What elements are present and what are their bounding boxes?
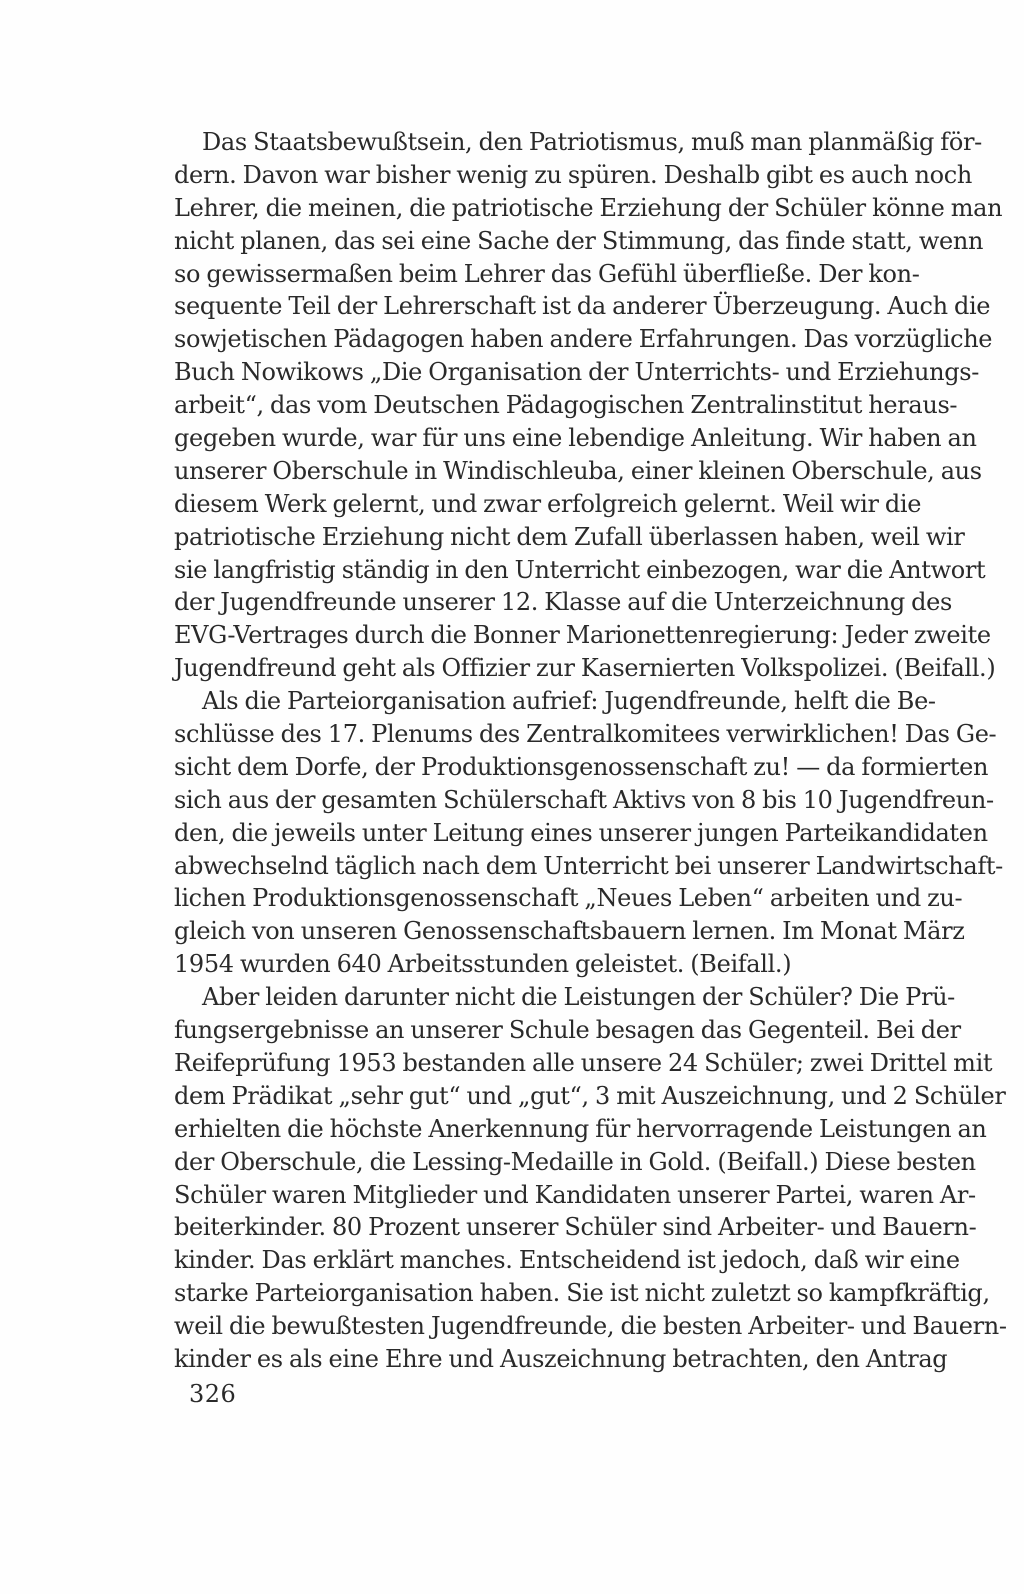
text-line: den, die jeweils unter Leitung eines unserer jungen Parteikandidaten <box>174 818 988 847</box>
text-line: 1954 wurden 640 Arbeitsstunden geleistet. (Beifall.) <box>174 950 792 979</box>
text-line: Jugendfreund geht als Offizier zur Kasernierten Volkspolizei. (Beifall.) <box>174 654 996 683</box>
text-line: EVG-Vertrages durch die Bonner Marionettenregierung: Jeder zweite <box>174 621 991 650</box>
text-line: lichen Produktionsgenossenschaft „Neues Leben“ arbeiten und zu- <box>174 884 963 913</box>
text-line: weil die bewußtesten Jugendfreunde, die besten Arbeiter- und Bauern- <box>174 1312 1007 1341</box>
text-line: unserer Oberschule in Windischleuba, einer kleinen Oberschule, aus <box>174 456 982 485</box>
text-line: beiterkinder. 80 Prozent unserer Schüler sind Arbeiter- und Bauern- <box>174 1213 977 1242</box>
text-line: Reifeprüfung 1953 bestanden alle unsere 24 Schüler; zwei Drittel mit <box>174 1048 993 1077</box>
text-line: nicht planen, das sei eine Sache der Stimmung, das finde statt, wenn <box>174 226 984 255</box>
text-line: Lehrer, die meinen, die patriotische Erziehung der Schüler könne man <box>174 193 1003 222</box>
text-line: sowjetischen Pädagogen haben andere Erfahrungen. Das vorzügliche <box>174 325 993 354</box>
text-line: der Jugendfreunde unserer 12. Klasse auf die Unterzeichnung des <box>174 588 952 617</box>
text-line: kinder. Das erklärt manches. Entscheidend ist jedoch, daß wir eine <box>174 1246 960 1275</box>
body-text <box>174 126 1007 1376</box>
text-line: kinder es als eine Ehre und Auszeichnung betrachten, den Antrag <box>174 1344 948 1373</box>
text-line: schlüsse des 17. Plenums des Zentralkomitees verwirklichen! Das Ge- <box>174 720 997 749</box>
text-line: patriotische Erziehung nicht dem Zufall überlassen haben, weil wir <box>174 522 965 551</box>
text-line: diesem Werk gelernt, und zwar erfolgreich gelernt. Weil wir die <box>174 489 922 518</box>
text-line: fungsergebnisse an unserer Schule besagen das Gegenteil. Bei der <box>174 1016 961 1045</box>
page-number: 326 <box>189 1380 237 1408</box>
text-line: starke Parteiorganisation haben. Sie ist nicht zuletzt so kampfkräftig, <box>174 1279 990 1308</box>
text-line: dern. Davon war bisher wenig zu spüren. Deshalb gibt es auch noch <box>174 160 972 189</box>
text-line: gegeben wurde, war für uns eine lebendige Anleitung. Wir haben an <box>174 424 977 453</box>
text-line: der Oberschule, die Lessing-Medaille in Gold. (Beifall.) Diese besten <box>174 1147 976 1176</box>
text-line: gleich von unseren Genossenschaftsbauern lernen. Im Monat März <box>174 917 965 946</box>
text-line: Buch Nowikows „Die Organisation der Unterrichts- und Erziehungs- <box>174 358 979 387</box>
text-line: abwechselnd täglich nach dem Unterricht bei unserer Landwirtschaft- <box>174 851 1003 880</box>
text-line: sie langfristig ständig in den Unterricht einbezogen, war die Antwort <box>174 555 986 584</box>
text-line: Aber leiden darunter nicht die Leistungen der Schüler? Die Prü- <box>202 983 955 1012</box>
text-line: erhielten die höchste Anerkennung für hervorragende Leistungen an <box>174 1114 987 1143</box>
text-line: Das Staatsbewußtsein, den Patriotismus, muß man planmäßig för- <box>202 128 982 156</box>
text-line: so gewissermaßen beim Lehrer das Gefühl überfließe. Der kon- <box>174 259 920 288</box>
text-line: Schüler waren Mitglieder und Kandidaten unserer Partei, waren Ar- <box>174 1180 976 1209</box>
text-line: Als die Parteiorganisation aufrief: Jugendfreunde, helft die Be- <box>202 687 936 716</box>
text-line: sequente Teil der Lehrerschaft ist da anderer Überzeugung. Auch die <box>174 292 991 321</box>
text-line: sich aus der gesamten Schülerschaft Aktivs von 8 bis 10 Jugendfreun- <box>174 785 994 814</box>
text-line: sicht dem Dorfe, der Produktionsgenossenschaft zu! — da formierten <box>174 752 989 781</box>
text-line: arbeit“, das vom Deutschen Pädagogischen Zentralinstitut heraus- <box>174 391 958 420</box>
text-line: dem Prädikat „sehr gut“ und „gut“, 3 mit Auszeichnung, und 2 Schüler <box>174 1081 1006 1110</box>
